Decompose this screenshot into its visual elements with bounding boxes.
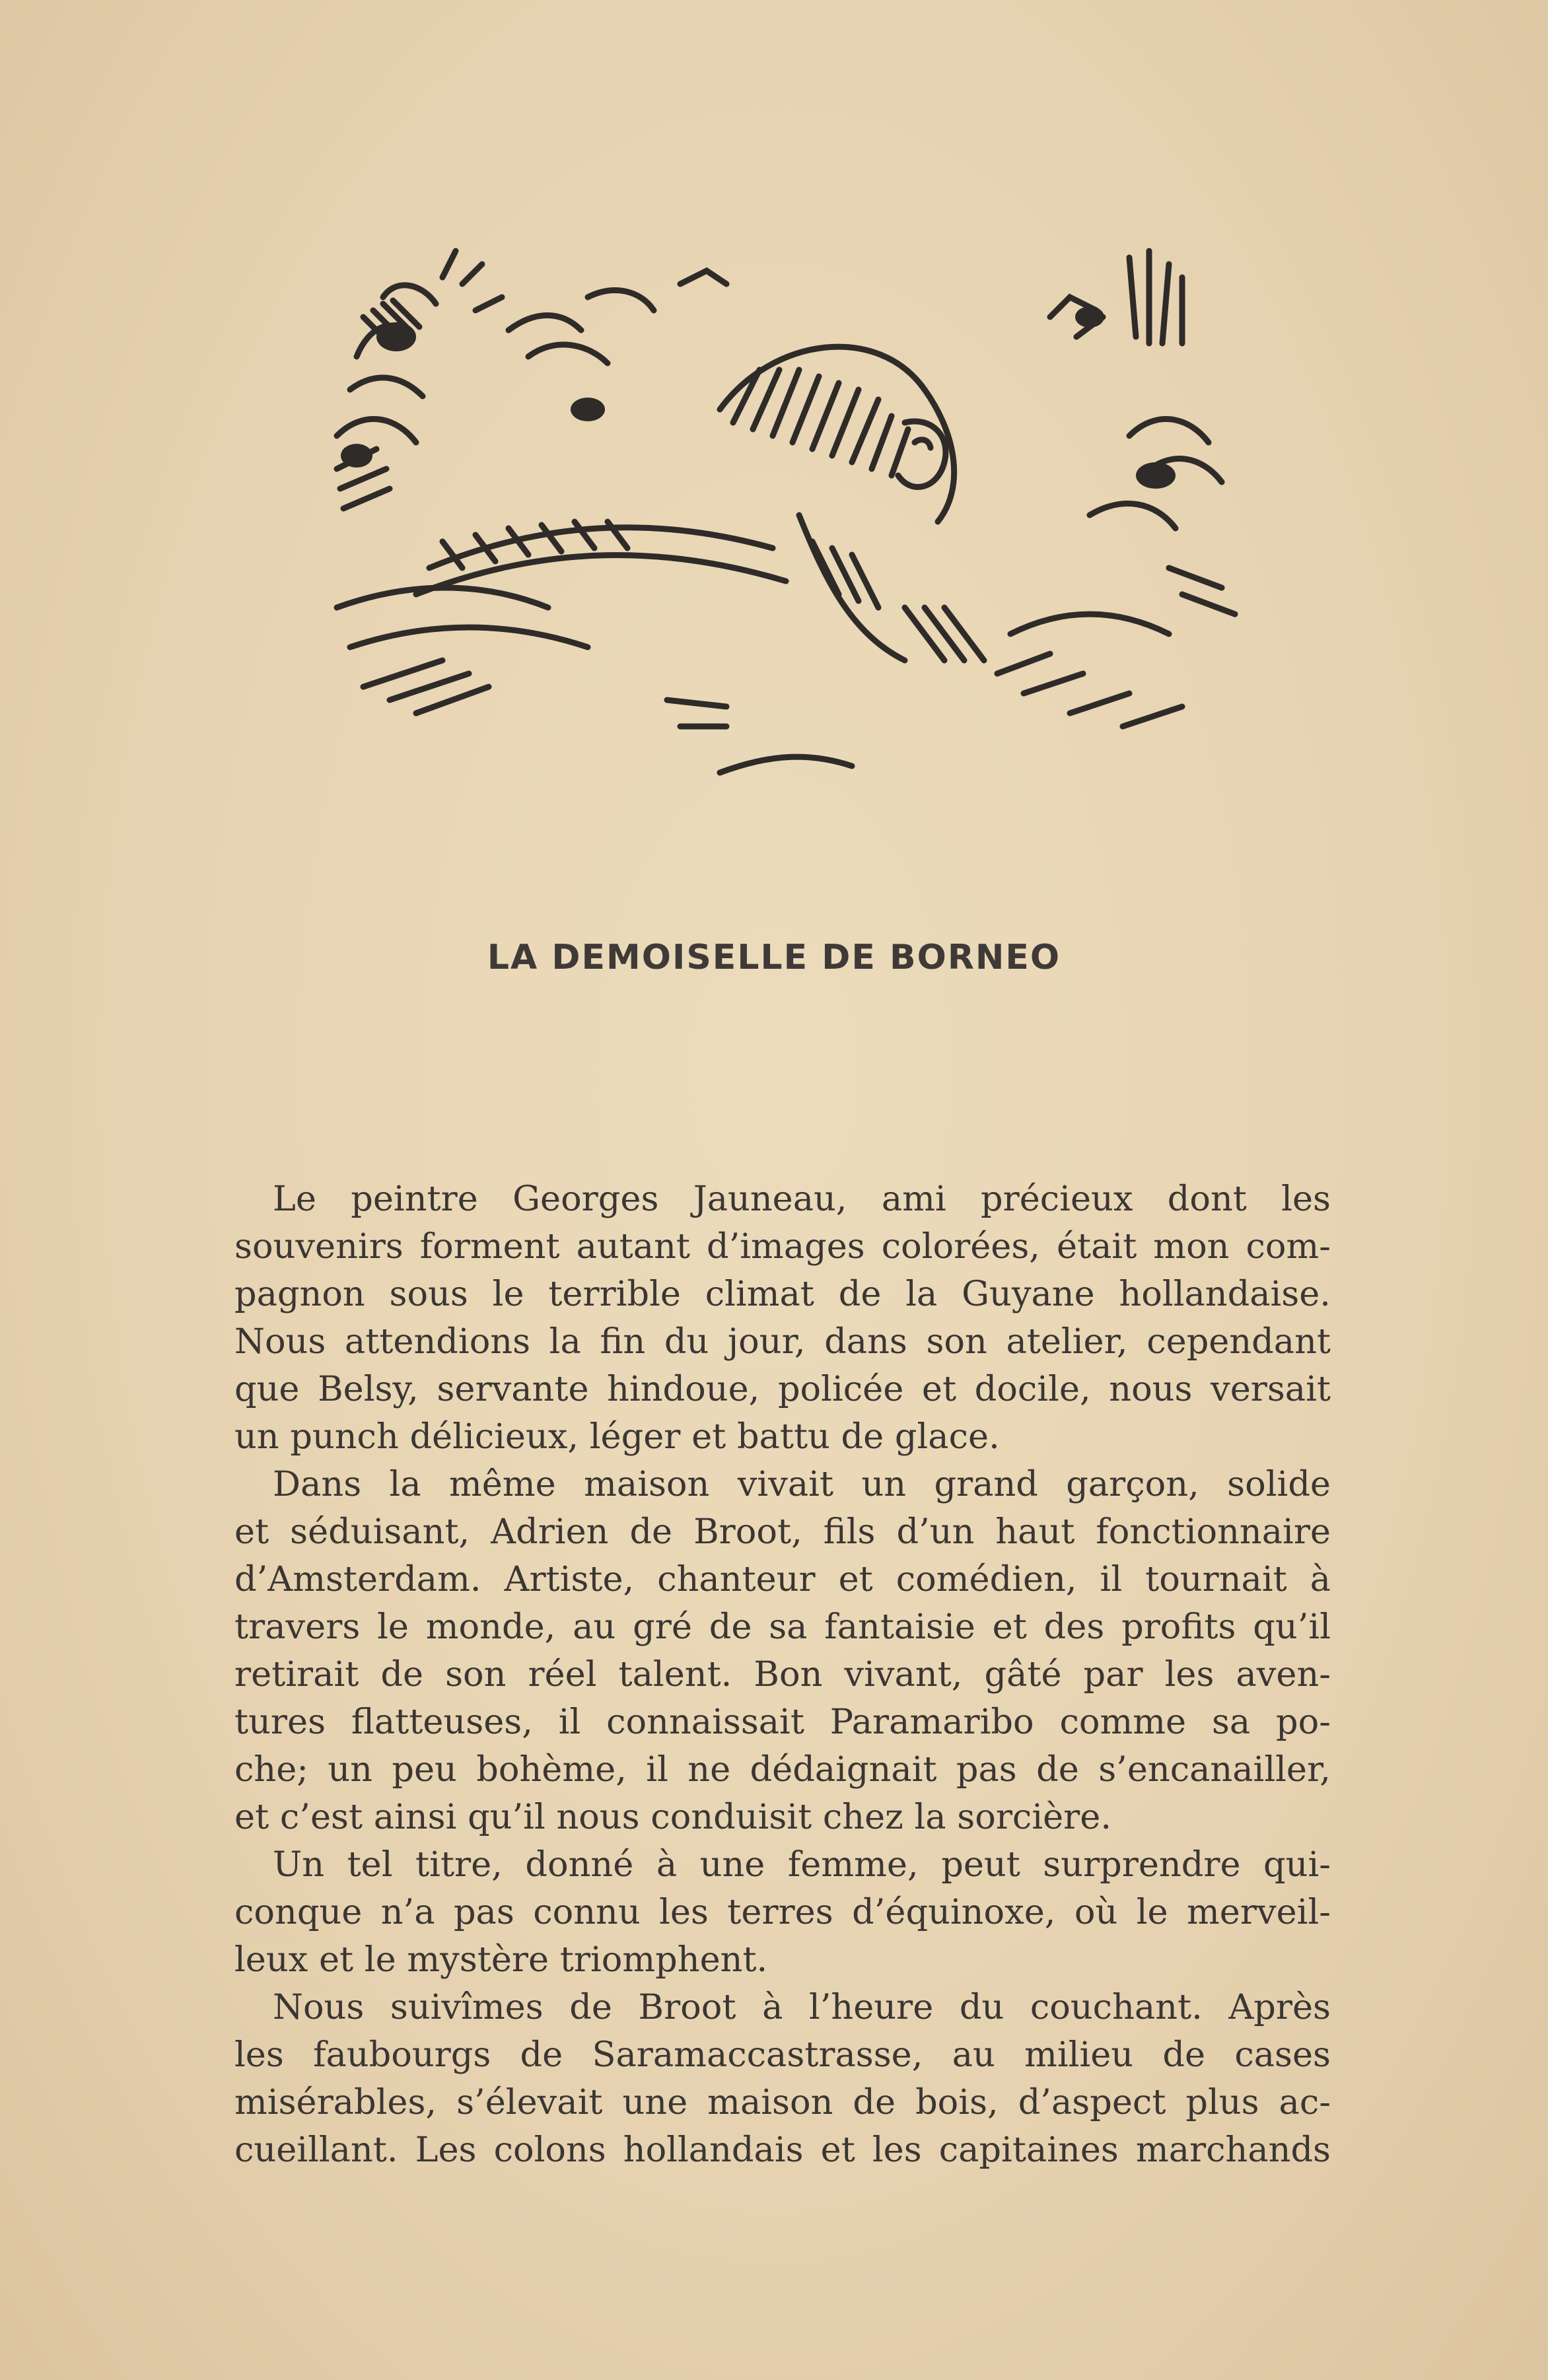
text-line: che; un peu bohème, il ne dédaignait pas de s’encanailler, xyxy=(234,1749,1331,1790)
text-line: tures flatteuses, il connaissait Paramaribo comme sa po- xyxy=(234,1702,1331,1742)
text-line: travers le monde, au gré de sa fantaisie et des profits qu’il xyxy=(234,1607,1331,1647)
text-line: pagnon sous le terrible climat de la Guyane hollandaise. xyxy=(234,1274,1331,1314)
text-line: Dans la même maison vivait un grand garçon, solide xyxy=(273,1464,1331,1504)
text-line: conque n’a pas connu les terres d’équinoxe, où le merveil- xyxy=(234,1892,1331,1932)
text-line: un punch délicieux, léger et battu de glace. xyxy=(234,1417,1000,1457)
text-line: cueillant. Les colons hollandais et les capitaines marchands xyxy=(234,2130,1331,2170)
text-line: Nous suivîmes de Broot à l’heure du couchant. Après xyxy=(273,1987,1331,2027)
text-line: que Belsy, servante hindoue, policée et docile, nous versait xyxy=(234,1369,1331,1409)
paragraph-4 xyxy=(234,1984,1331,2174)
text-line: les faubourgs de Saramaccastrasse, au milieu de cases xyxy=(234,2035,1331,2075)
body-text xyxy=(234,1175,1331,2174)
text-line: retirait de son réel talent. Bon vivant, gâté par les aven- xyxy=(234,1654,1331,1695)
text-line: misérables, s’élevait une maison de bois, d’aspect plus ac- xyxy=(234,2082,1331,2122)
text-line: souvenirs forment autant d’images colorées, était mon com- xyxy=(234,1226,1331,1267)
paragraph-3 xyxy=(234,1841,1331,1984)
text-line: leux et le mystère triomphent. xyxy=(234,1940,768,1980)
text-line: et c’est ainsi qu’il nous conduisit chez la sorcière. xyxy=(234,1797,1112,1837)
paragraph-2 xyxy=(234,1461,1331,1841)
text-line: Nous attendions la fin du jour, dans son atelier, cependant xyxy=(234,1321,1331,1362)
paragraph-1 xyxy=(234,1175,1331,1461)
text-line: Le peintre Georges Jauneau, ami précieux dont les xyxy=(273,1179,1331,1219)
text-line: et séduisant, Adrien de Broot, fils d’un haut fonctionnaire xyxy=(234,1512,1331,1552)
chapter-title: LA DEMOISELLE DE BORNEO xyxy=(487,938,1061,977)
text-line: Un tel titre, donné à une femme, peut surprendre qui- xyxy=(273,1844,1331,1885)
text-line: d’Amsterdam. Artiste, chanteur et comédien, il tournait à xyxy=(234,1559,1331,1599)
orangutan-illustration-icon xyxy=(310,238,1288,858)
